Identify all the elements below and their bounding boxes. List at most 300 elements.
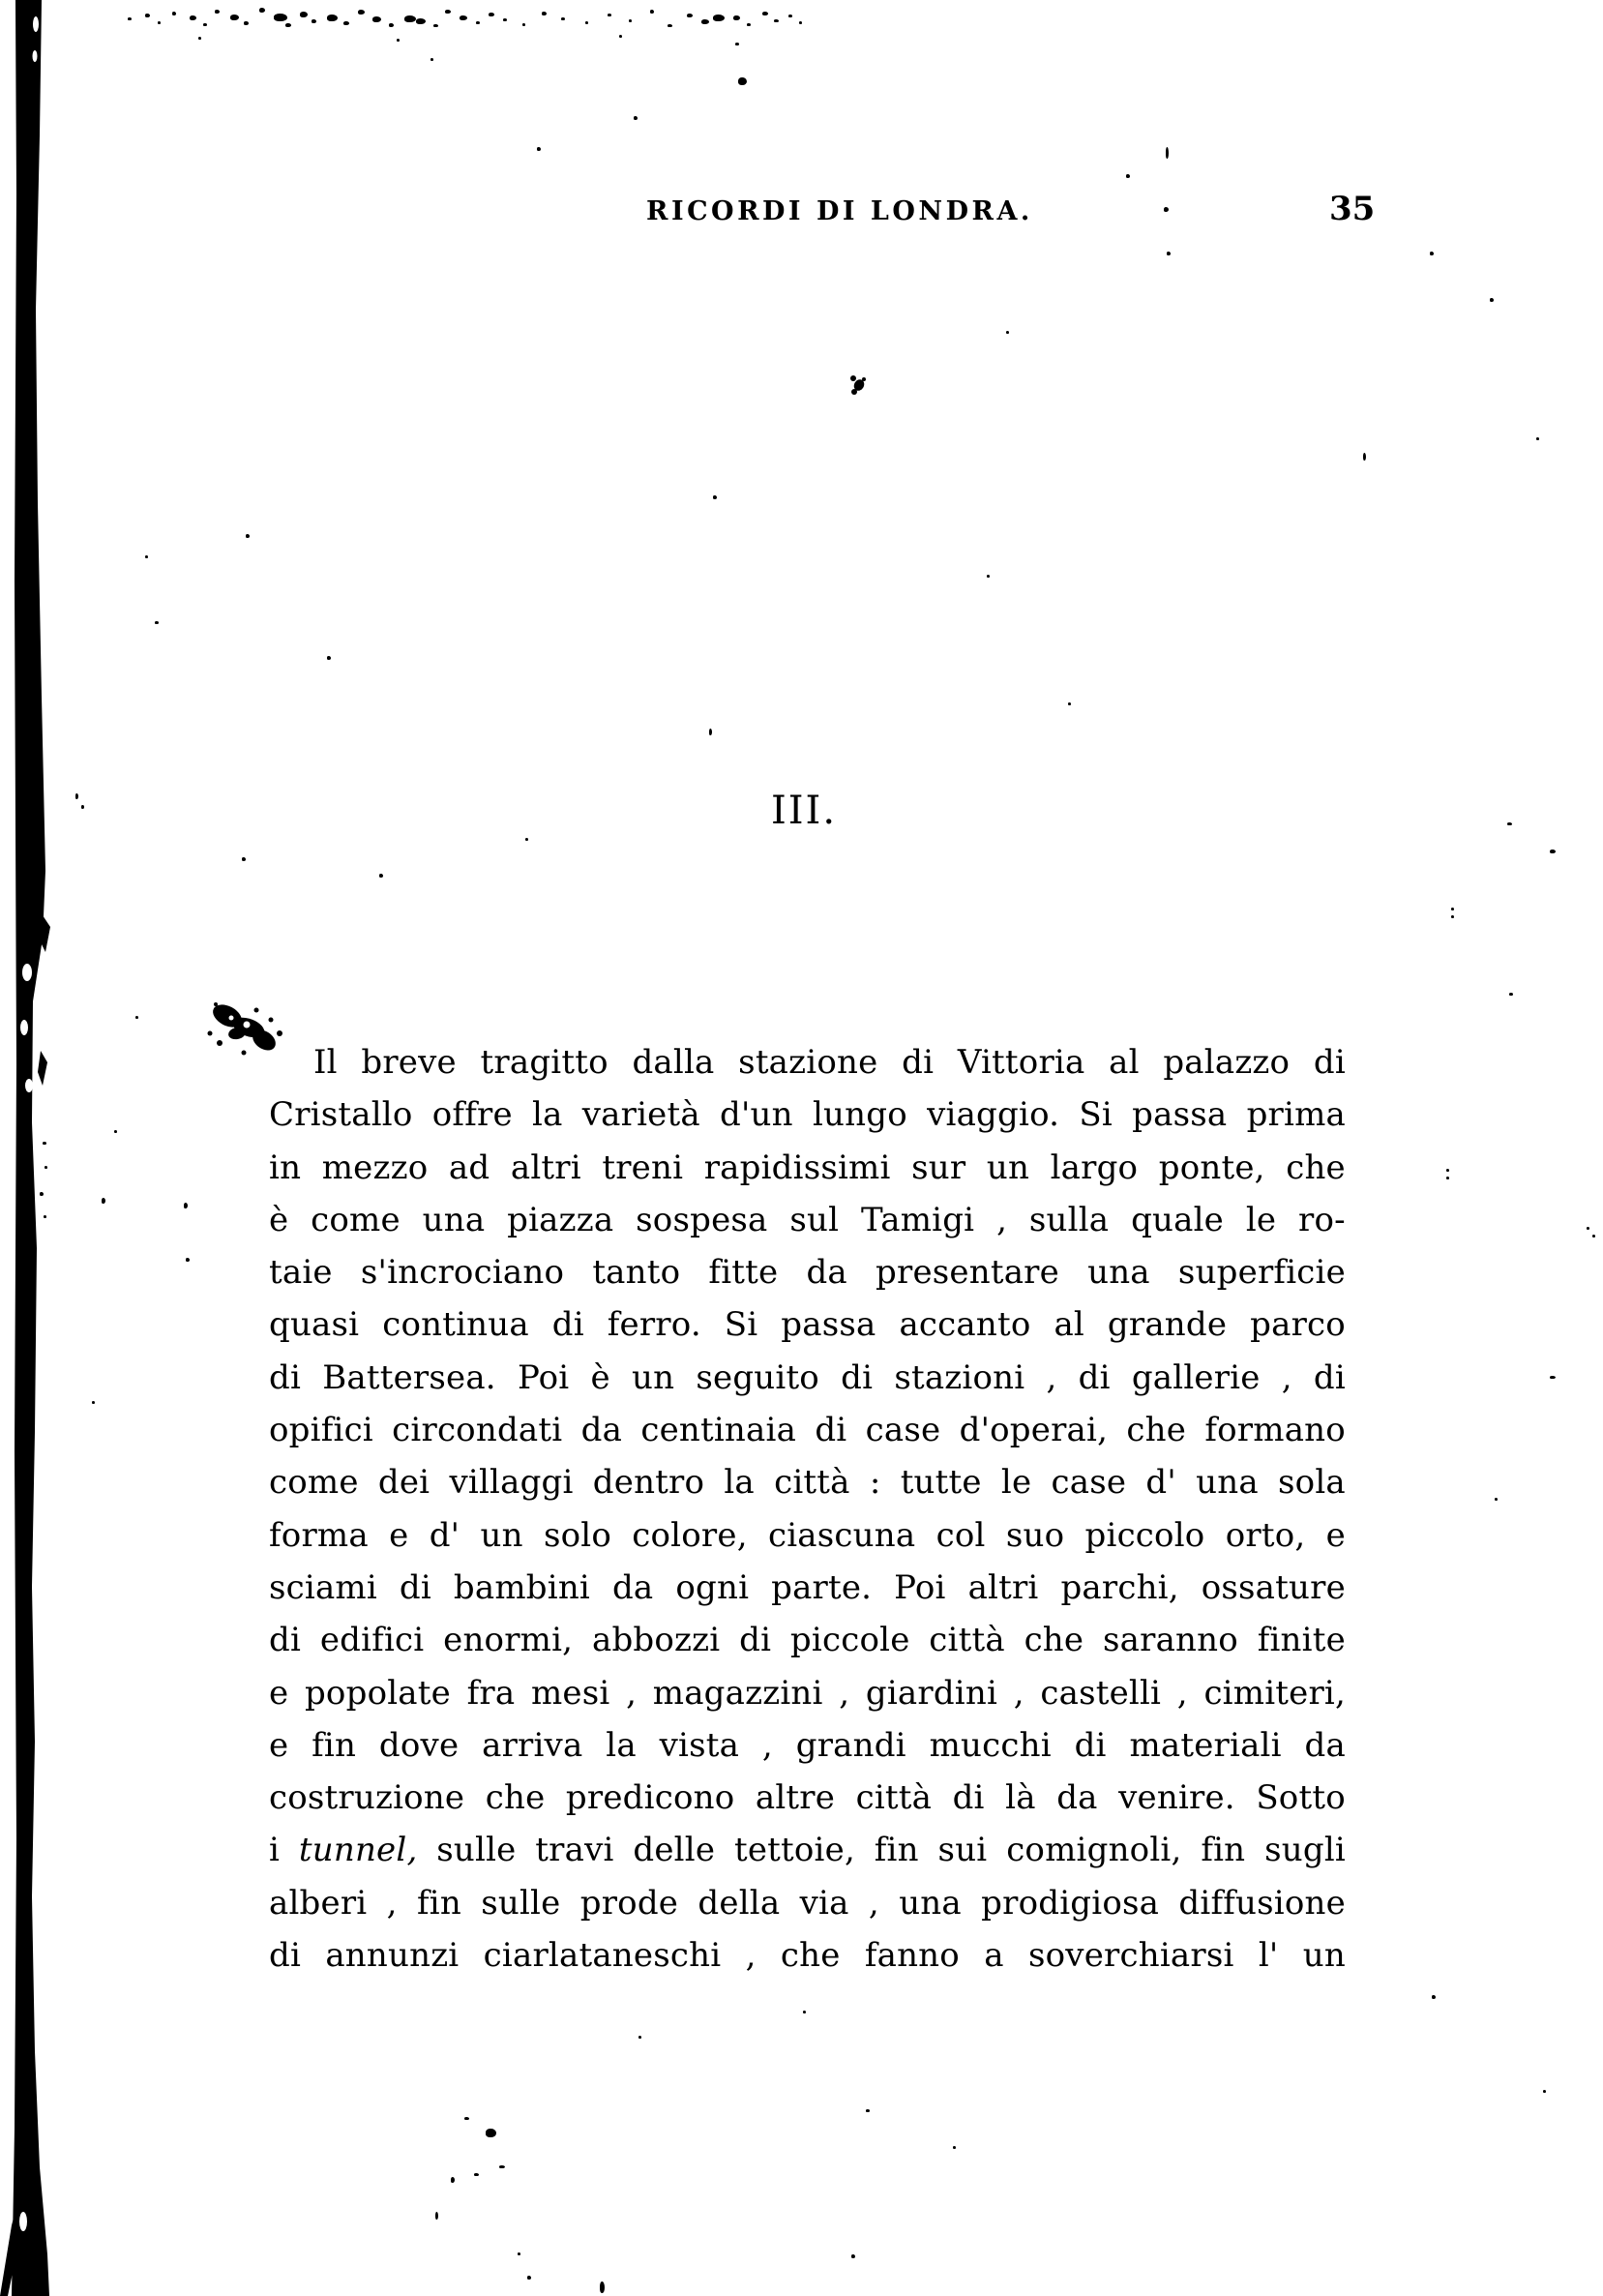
speck xyxy=(244,21,249,25)
word: sulle xyxy=(436,1831,517,1870)
word: sciami xyxy=(269,1567,377,1607)
text-line xyxy=(269,1667,1346,1719)
word: di xyxy=(952,1778,985,1818)
speck xyxy=(397,39,400,42)
word: ro- xyxy=(1298,1200,1346,1239)
word: suo xyxy=(1005,1515,1065,1555)
word: stazioni xyxy=(894,1357,1025,1397)
word: e xyxy=(389,1515,409,1555)
speck xyxy=(372,16,381,22)
word: tettoie, xyxy=(733,1831,855,1870)
word: sui xyxy=(937,1831,988,1870)
speck xyxy=(81,805,84,809)
word: tutte xyxy=(900,1463,982,1503)
speck xyxy=(713,495,717,499)
word: rapidissimi xyxy=(703,1148,891,1187)
word: quale xyxy=(1131,1200,1225,1239)
text-line xyxy=(269,1036,1346,1088)
word: le xyxy=(1000,1463,1032,1503)
running-title: RICORDI DI LONDRA. xyxy=(646,196,1033,226)
text-line xyxy=(269,1562,1346,1614)
speck xyxy=(1507,822,1512,825)
word: , xyxy=(745,1936,757,1976)
speck xyxy=(114,1130,117,1133)
text-line xyxy=(269,1352,1346,1404)
center-ink-mark xyxy=(846,372,871,399)
word: fra xyxy=(466,1673,516,1713)
speck xyxy=(433,24,438,27)
speck xyxy=(733,15,740,20)
speck xyxy=(525,838,528,841)
paragraph xyxy=(269,1036,1346,1982)
speck xyxy=(75,793,78,799)
speck xyxy=(186,1258,190,1262)
speck xyxy=(687,14,693,17)
speck xyxy=(537,147,541,151)
word: , xyxy=(996,1200,1008,1239)
word: parco xyxy=(1250,1305,1346,1345)
word: di xyxy=(269,1621,302,1660)
speck xyxy=(788,15,792,17)
word: s'incrociano xyxy=(360,1253,565,1293)
speck xyxy=(608,14,611,16)
word: finite xyxy=(1257,1621,1346,1660)
speck xyxy=(503,18,507,21)
word: la xyxy=(606,1725,637,1765)
word: , xyxy=(1013,1673,1024,1713)
speck xyxy=(230,15,239,20)
speck xyxy=(1592,1235,1595,1237)
speck xyxy=(460,15,467,20)
word: una xyxy=(422,1200,486,1239)
speck xyxy=(1446,1177,1449,1179)
word: , xyxy=(761,1725,773,1765)
word: offre xyxy=(431,1095,513,1135)
word: largo xyxy=(1050,1148,1139,1187)
text-line xyxy=(269,1404,1346,1456)
word: presentare xyxy=(876,1253,1059,1293)
speck xyxy=(709,729,712,735)
speck xyxy=(40,1192,44,1196)
word: cimiteri, xyxy=(1203,1673,1346,1713)
word: che xyxy=(485,1778,546,1818)
word: : xyxy=(869,1463,881,1503)
word: abbozzi xyxy=(591,1621,721,1660)
speck xyxy=(735,43,739,45)
word: di xyxy=(739,1621,772,1660)
speck xyxy=(300,12,308,17)
speck xyxy=(851,2254,855,2258)
word: la xyxy=(532,1095,563,1135)
word: fitte xyxy=(708,1253,779,1293)
word: un xyxy=(1302,1936,1346,1976)
speck xyxy=(1509,993,1513,996)
speck xyxy=(762,12,768,15)
word: sulla xyxy=(1028,1200,1110,1239)
word: annunzi xyxy=(325,1936,460,1976)
speck xyxy=(259,8,265,13)
word: piccolo xyxy=(1084,1515,1205,1555)
word: bambini xyxy=(453,1567,590,1607)
word: altre xyxy=(755,1778,836,1818)
word: fin xyxy=(1201,1831,1246,1870)
word: là xyxy=(1005,1778,1036,1818)
text-line xyxy=(269,1194,1346,1246)
word: l' xyxy=(1258,1936,1279,1976)
word: quasi xyxy=(269,1305,360,1345)
speck xyxy=(634,116,638,120)
word: , xyxy=(1176,1673,1188,1713)
speck xyxy=(45,1166,47,1169)
speck xyxy=(242,857,246,861)
word: Tamigi xyxy=(860,1200,975,1239)
word: dentro xyxy=(592,1463,705,1503)
word: da xyxy=(806,1253,847,1293)
word: prodigiosa xyxy=(981,1883,1160,1923)
word: saranno xyxy=(1103,1621,1238,1660)
speck xyxy=(1446,1169,1449,1172)
word: di xyxy=(269,1936,302,1976)
word: ciarlataneschi xyxy=(483,1936,722,1976)
speck xyxy=(600,2281,605,2293)
speck xyxy=(135,1016,138,1019)
word: , xyxy=(1281,1357,1292,1397)
word: città xyxy=(855,1778,933,1818)
speck xyxy=(1587,1227,1589,1230)
word: di xyxy=(399,1567,431,1607)
speck xyxy=(312,19,316,23)
speck xyxy=(44,1215,46,1218)
word: formano xyxy=(1204,1411,1346,1450)
word: popolate xyxy=(304,1673,451,1713)
word: palazzo xyxy=(1163,1043,1291,1082)
word: e xyxy=(1325,1515,1346,1555)
word: i xyxy=(269,1831,281,1870)
word: piccole xyxy=(789,1621,910,1660)
speck xyxy=(1490,298,1494,302)
word: delle xyxy=(633,1831,716,1870)
word: colore, xyxy=(632,1515,748,1555)
speck xyxy=(866,2109,870,2112)
speck xyxy=(158,21,161,24)
speck xyxy=(358,10,365,15)
speck xyxy=(474,2173,479,2176)
text-line xyxy=(269,1246,1346,1298)
speck xyxy=(285,23,291,27)
word: via xyxy=(799,1883,849,1923)
speck xyxy=(92,1401,95,1404)
speck xyxy=(638,2036,641,2039)
word: ad xyxy=(448,1148,490,1187)
text-line xyxy=(269,1614,1346,1666)
speck xyxy=(102,1198,105,1204)
word: dei xyxy=(377,1463,430,1503)
word: parchi, xyxy=(1060,1567,1179,1607)
word: gallerie xyxy=(1131,1357,1261,1397)
speck xyxy=(629,19,632,22)
speck xyxy=(799,21,802,24)
word: altri xyxy=(510,1148,581,1187)
word: passa xyxy=(781,1305,876,1345)
word: una xyxy=(899,1883,962,1923)
text-line xyxy=(269,1298,1346,1351)
speck xyxy=(486,2129,496,2137)
word: parte. xyxy=(771,1567,873,1607)
word: mucchi xyxy=(929,1725,1052,1765)
speck xyxy=(1451,915,1454,918)
speck xyxy=(128,17,132,20)
word: accanto xyxy=(899,1305,1031,1345)
speck xyxy=(198,37,201,40)
word: Poi xyxy=(517,1357,570,1397)
speck xyxy=(215,10,220,14)
speck xyxy=(430,58,433,61)
word: ponte, xyxy=(1158,1148,1265,1187)
word: giardini xyxy=(865,1673,998,1713)
speck xyxy=(803,2011,806,2013)
word: mesi xyxy=(530,1673,610,1713)
word: varietà xyxy=(581,1095,700,1135)
word: Vittoria xyxy=(957,1043,1085,1082)
speck xyxy=(668,24,672,27)
speck xyxy=(499,2165,505,2168)
text-line xyxy=(269,1824,1346,1876)
word: è xyxy=(590,1357,610,1397)
word: di xyxy=(902,1043,935,1082)
word: , xyxy=(626,1673,638,1713)
speck xyxy=(1550,1376,1556,1379)
word: un xyxy=(986,1148,1030,1187)
word: centinaia xyxy=(640,1411,797,1450)
word: altri xyxy=(967,1567,1039,1607)
word: tunnel, xyxy=(298,1831,418,1870)
word: che xyxy=(1024,1621,1084,1660)
speck xyxy=(404,15,416,22)
text-line xyxy=(269,1719,1346,1772)
word: al xyxy=(1109,1043,1140,1082)
word: che xyxy=(1126,1411,1187,1450)
word: vista xyxy=(659,1725,740,1765)
word: orto, xyxy=(1225,1515,1306,1555)
speck xyxy=(527,2276,531,2280)
word: ossature xyxy=(1201,1567,1346,1607)
word: città xyxy=(774,1463,850,1503)
speck xyxy=(1006,331,1009,334)
speck xyxy=(619,35,622,38)
speck xyxy=(464,2117,469,2120)
word: d' xyxy=(1145,1463,1176,1503)
word: ogni xyxy=(675,1567,750,1607)
word: grande xyxy=(1107,1305,1228,1345)
speck xyxy=(203,23,207,26)
word: tanto xyxy=(592,1253,681,1293)
speck xyxy=(713,15,725,21)
word: soverchiarsi xyxy=(1027,1936,1234,1976)
speck xyxy=(389,23,394,27)
word: superficie xyxy=(1177,1253,1346,1293)
word: in xyxy=(269,1148,302,1187)
word: da xyxy=(1304,1725,1346,1765)
word: sur xyxy=(911,1148,966,1187)
speck xyxy=(343,21,349,25)
speck xyxy=(1536,437,1539,440)
word: di xyxy=(1313,1043,1346,1082)
word: lungo xyxy=(812,1095,907,1135)
word: è xyxy=(269,1200,289,1239)
word: e xyxy=(269,1725,289,1765)
word: Cristallo xyxy=(269,1095,413,1135)
speck xyxy=(1164,207,1169,212)
word: una xyxy=(1087,1253,1150,1293)
word: predicono xyxy=(565,1778,735,1818)
speck xyxy=(953,2146,956,2149)
speck xyxy=(1363,453,1366,461)
speck xyxy=(747,23,751,26)
speck xyxy=(379,874,383,878)
word: piazza xyxy=(507,1200,614,1239)
word: le xyxy=(1245,1200,1277,1239)
word: seguito xyxy=(696,1357,819,1397)
word: di xyxy=(269,1357,302,1397)
word: come xyxy=(311,1200,401,1239)
speck xyxy=(1126,174,1130,178)
speck xyxy=(246,534,250,538)
speck xyxy=(987,575,990,578)
word: circondati xyxy=(392,1411,563,1450)
word: opifici xyxy=(269,1411,373,1450)
speck xyxy=(476,21,480,24)
speck xyxy=(650,10,654,14)
word: da xyxy=(580,1411,623,1450)
word: ferro. xyxy=(607,1305,701,1345)
word: sola xyxy=(1278,1463,1346,1503)
word: prima xyxy=(1246,1095,1346,1135)
word: travi xyxy=(535,1831,614,1870)
word: sospesa xyxy=(636,1200,768,1239)
word: , xyxy=(386,1883,398,1923)
word: da xyxy=(611,1567,654,1607)
speck xyxy=(701,19,709,24)
word: di xyxy=(551,1305,584,1345)
word: sul xyxy=(789,1200,840,1239)
speck xyxy=(585,21,588,24)
word: un xyxy=(632,1357,675,1397)
word: edifici xyxy=(319,1621,425,1660)
word: , xyxy=(839,1673,850,1713)
word: di xyxy=(1078,1357,1111,1397)
speck xyxy=(184,1203,188,1208)
word: passa xyxy=(1132,1095,1228,1135)
word: , xyxy=(868,1883,879,1923)
word: d'un xyxy=(720,1095,793,1135)
speck xyxy=(416,18,426,24)
word: da xyxy=(1056,1778,1098,1818)
speck xyxy=(1430,252,1434,255)
speck xyxy=(522,23,525,26)
speck xyxy=(1167,252,1171,255)
speck xyxy=(43,1142,46,1145)
speck xyxy=(274,14,287,21)
word: e xyxy=(269,1673,289,1713)
speck xyxy=(451,2177,455,2183)
word: sugli xyxy=(1264,1831,1346,1870)
speck xyxy=(327,656,331,660)
speck xyxy=(542,12,547,15)
word: arriva xyxy=(482,1725,583,1765)
word: Si xyxy=(724,1305,758,1345)
speck xyxy=(1068,702,1071,705)
speck xyxy=(1451,908,1454,910)
speck xyxy=(738,77,747,85)
word: continua xyxy=(382,1305,529,1345)
word: comignoli, xyxy=(1006,1831,1182,1870)
word: , xyxy=(1046,1357,1057,1397)
word: fin xyxy=(874,1831,919,1870)
word: grandi xyxy=(795,1725,906,1765)
word: la xyxy=(724,1463,755,1503)
word: Poi xyxy=(894,1567,946,1607)
speck xyxy=(1166,147,1169,159)
word: mezzo xyxy=(321,1148,429,1187)
word: alberi xyxy=(269,1883,368,1923)
word: come xyxy=(269,1463,359,1503)
word: d' xyxy=(429,1515,460,1555)
word: sulle xyxy=(481,1883,561,1923)
word: magazzini xyxy=(652,1673,823,1713)
speck xyxy=(1550,850,1556,853)
speck xyxy=(435,2212,438,2220)
word: materiali xyxy=(1129,1725,1282,1765)
text-line xyxy=(269,1929,1346,1982)
word: treni xyxy=(602,1148,684,1187)
word: costruzione xyxy=(269,1778,465,1818)
binding-edge-artifact xyxy=(0,0,58,2296)
speck xyxy=(190,15,196,20)
speck xyxy=(1495,1498,1498,1501)
word: case xyxy=(865,1411,941,1450)
speck xyxy=(1432,1995,1436,1999)
word: tragitto xyxy=(480,1043,609,1082)
word: Battersea. xyxy=(322,1357,496,1397)
word: breve xyxy=(361,1043,457,1082)
speck xyxy=(774,19,779,22)
word: taie xyxy=(269,1253,333,1293)
text-line xyxy=(269,1509,1346,1562)
word: fin xyxy=(416,1883,461,1923)
word: ciascuna xyxy=(767,1515,916,1555)
speck xyxy=(172,12,176,15)
word: stazione xyxy=(738,1043,878,1082)
page-number: 35 xyxy=(1329,190,1376,228)
word: venire. xyxy=(1118,1778,1235,1818)
word: un xyxy=(480,1515,523,1555)
word: dove xyxy=(378,1725,460,1765)
speck xyxy=(1543,2090,1546,2093)
word: fanno xyxy=(864,1936,960,1976)
text-line xyxy=(269,1088,1346,1141)
speck xyxy=(327,15,338,21)
speck xyxy=(155,621,159,624)
word: di xyxy=(1313,1357,1346,1397)
word: d'operai, xyxy=(959,1411,1109,1450)
word: che xyxy=(1286,1148,1346,1187)
word: a xyxy=(984,1936,1004,1976)
word: città xyxy=(929,1621,1005,1660)
word: una xyxy=(1196,1463,1259,1503)
text-line xyxy=(269,1142,1346,1194)
speck xyxy=(145,14,150,17)
word: solo xyxy=(543,1515,611,1555)
